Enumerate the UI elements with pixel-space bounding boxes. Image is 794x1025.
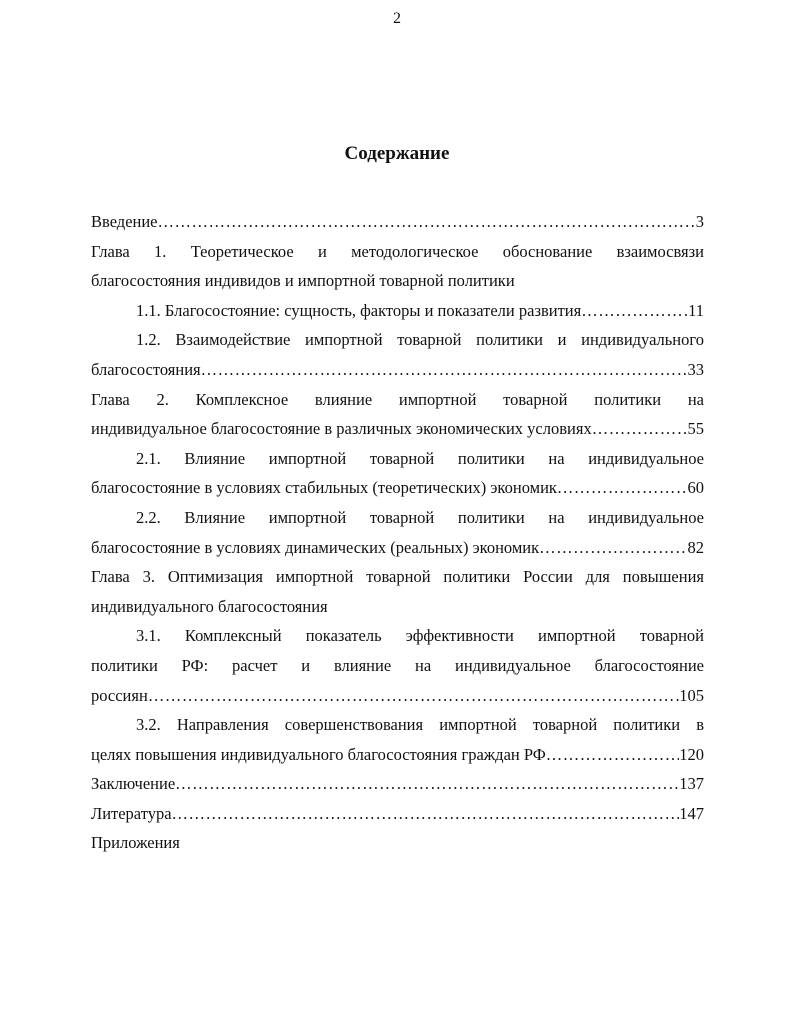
leader-dots (148, 681, 679, 711)
toc-section-3-2-line-1[interactable]: 3.2. Направления совершенствования импортной товарной политики в (136, 715, 704, 735)
toc-entry-page: 55 (687, 419, 704, 439)
toc-section-3-1-line-3[interactable] (91, 681, 704, 711)
toc-section-1-2-line-2[interactable] (91, 355, 704, 385)
toc-entry-page: 137 (679, 774, 704, 794)
toc-entry-label: благосостояния (91, 359, 201, 379)
toc-section-3-1-line-2[interactable]: политики РФ: расчет и влияние на индивидуальное благосостояние (91, 655, 704, 675)
toc-section-2-1-line-2[interactable] (91, 473, 704, 503)
toc-entry-page: 3 (695, 212, 704, 231)
toc-entry-page: 147 (679, 803, 704, 823)
leader-dots (201, 355, 688, 385)
leader-dots (175, 769, 679, 799)
toc-chapter-1-line-2[interactable]: благосостояния индивидов и импортной товарной политики (91, 271, 515, 291)
toc-entry-page: 60 (687, 478, 704, 498)
toc-entry-introduction[interactable] (91, 207, 704, 237)
table-of-contents (91, 207, 704, 858)
leader-dots (557, 473, 688, 503)
toc-entry-label: Литература (91, 803, 172, 823)
toc-section-3-2-line-2[interactable] (91, 740, 704, 770)
toc-entry-label: благосостояние в условиях стабильных (теоретических) экономик (91, 478, 557, 498)
toc-entry-page: 11 (688, 300, 704, 320)
toc-entry-literature[interactable] (91, 799, 704, 829)
leader-dots (546, 740, 679, 770)
page-number: 2 (393, 10, 401, 27)
toc-entry-label: Введение (91, 212, 158, 231)
toc-entry-label: Заключение (91, 774, 176, 794)
toc-section-1-2-line-1[interactable]: 1.2. Взаимодействие импортной товарной политики и индивидуального (136, 330, 704, 350)
leader-dots (539, 533, 687, 563)
toc-title: Содержание (344, 143, 450, 164)
toc-entry-label: россиян (91, 685, 148, 705)
toc-section-2-2-line-1[interactable]: 2.2. Влияние импортной товарной политики на индивидуальное (136, 507, 704, 527)
leader-dots (172, 799, 680, 829)
toc-chapter-3-line-2[interactable]: индивидуального благосостояния (91, 596, 328, 616)
toc-chapter-3-line-1[interactable]: Глава 3. Оптимизация импортной товарной политики России для повышения (91, 567, 704, 587)
leader-dots (158, 207, 696, 237)
toc-section-3-1-line-1[interactable]: 3.1. Комплексный показатель эффективности импортной товарной (136, 626, 704, 646)
toc-entry-appendices[interactable]: Приложения (91, 833, 180, 853)
toc-chapter-2-line-2[interactable] (91, 414, 704, 444)
toc-chapter-2-line-1[interactable]: Глава 2. Комплексное влияние импортной товарной политики на (91, 389, 704, 409)
toc-entry-label: целях повышения индивидуального благосостояния граждан РФ (91, 744, 546, 764)
toc-entry-conclusion[interactable] (91, 769, 704, 799)
toc-entry-page: 33 (687, 359, 704, 379)
toc-section-1-1[interactable] (91, 296, 704, 326)
toc-entry-label: благосостояние в условиях динамических (реальных) экономик (91, 537, 540, 557)
leader-dots (592, 414, 688, 444)
toc-chapter-1-line-1[interactable]: Глава 1. Теоретическое и методологическое обоснование взаимосвязи (91, 241, 704, 261)
toc-entry-label: индивидуальное благосостояние в различных экономических условиях (91, 419, 592, 439)
toc-entry-page: 120 (679, 744, 704, 764)
toc-entry-page: 82 (687, 537, 704, 557)
toc-section-2-2-line-2[interactable] (91, 533, 704, 563)
toc-entry-label: 1.1. Благосостояние: сущность, факторы и показатели развития (136, 300, 582, 320)
leader-dots (581, 296, 688, 326)
toc-entry-page: 105 (679, 685, 704, 705)
toc-section-2-1-line-1[interactable]: 2.1. Влияние импортной товарной политики на индивидуальное (136, 448, 704, 468)
